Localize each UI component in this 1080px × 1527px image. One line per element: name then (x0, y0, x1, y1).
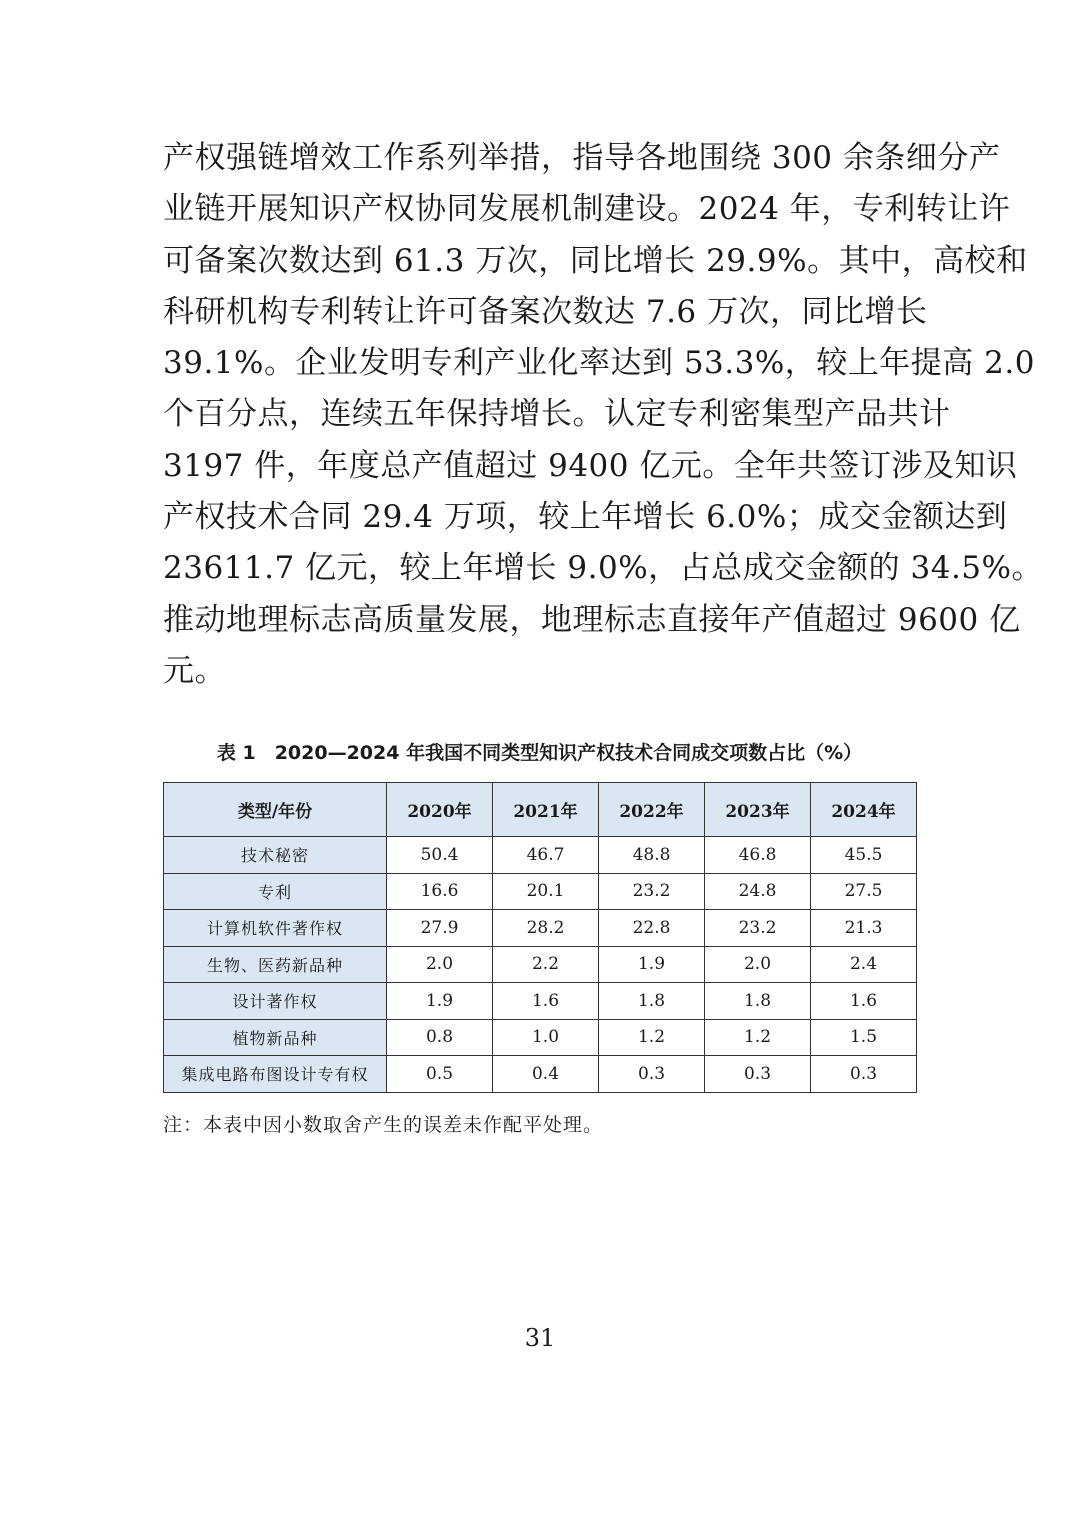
paragraph-line: 元。 (163, 652, 226, 689)
paragraph-line: 业链开展知识产权协同发展机制建设。2024 年，专利转让许 (163, 191, 1011, 228)
table-header-row (164, 783, 917, 837)
row-type-cell: 集成电路布图设计专有权 (164, 1056, 387, 1093)
header-cell-year: 2023年 (705, 783, 811, 837)
value-cell: 27.5 (811, 873, 917, 910)
value-cell: 0.5 (387, 1056, 493, 1093)
value-cell: 48.8 (599, 837, 705, 874)
value-cell: 1.6 (811, 983, 917, 1020)
value-cell: 45.5 (811, 837, 917, 874)
body-paragraph (163, 133, 1043, 697)
paragraph-line: 可备案次数达到 61.3 万次，同比增长 29.9%。其中，高校和 (163, 242, 1028, 279)
value-cell: 24.8 (705, 873, 811, 910)
value-cell: 0.3 (811, 1056, 917, 1093)
value-cell: 1.2 (705, 1019, 811, 1056)
table-caption: 表 1 2020—2024 年我国不同类型知识产权技术合同成交项数占比（%） (216, 742, 863, 764)
table-row (164, 946, 917, 983)
value-cell: 20.1 (493, 873, 599, 910)
value-cell: 0.4 (493, 1056, 599, 1093)
paragraph-line: 产权强链增效工作系列举措，指导各地围绕 300 余条细分产 (163, 140, 1001, 176)
paragraph-line: 23611.7 亿元，较上年增长 9.0%，占总成交金额的 34.5%。 (163, 550, 1043, 587)
header-cell-year: 2022年 (599, 783, 705, 837)
header-cell-year: 2024年 (811, 783, 917, 837)
value-cell: 0.8 (387, 1019, 493, 1056)
header-cell-year: 2020年 (387, 783, 493, 837)
row-type-cell: 设计著作权 (164, 983, 387, 1020)
header-cell-year: 2021年 (493, 783, 599, 837)
value-cell: 22.8 (599, 910, 705, 947)
value-cell: 1.8 (705, 983, 811, 1020)
table-row (164, 1019, 917, 1056)
value-cell: 2.4 (811, 946, 917, 983)
row-type-cell: 技术秘密 (164, 837, 387, 874)
value-cell: 2.0 (705, 946, 811, 983)
table-row (164, 1056, 917, 1093)
table-row (164, 873, 917, 910)
row-type-cell: 植物新品种 (164, 1019, 387, 1056)
row-type-cell: 计算机软件著作权 (164, 910, 387, 947)
table-row (164, 910, 917, 947)
value-cell: 2.2 (493, 946, 599, 983)
paragraph-line: 推动地理标志高质量发展，地理标志直接年产值超过 9600 亿 (163, 601, 1021, 638)
value-cell: 23.2 (705, 910, 811, 947)
header-cell-type: 类型/年份 (164, 783, 387, 837)
value-cell: 1.9 (599, 946, 705, 983)
value-cell: 1.2 (599, 1019, 705, 1056)
value-cell: 1.9 (387, 983, 493, 1020)
data-table (163, 782, 917, 1093)
table-row (164, 983, 917, 1020)
value-cell: 21.3 (811, 910, 917, 947)
value-cell: 46.7 (493, 837, 599, 874)
value-cell: 1.0 (493, 1019, 599, 1056)
value-cell: 1.6 (493, 983, 599, 1020)
value-cell: 23.2 (599, 873, 705, 910)
paragraph-line: 产权技术合同 29.4 万项，较上年增长 6.0%；成交金额达到 (163, 499, 1008, 536)
value-cell: 1.8 (599, 983, 705, 1020)
paragraph-line: 科研机构专利转让许可备案次数达 7.6 万次，同比增长 (163, 293, 928, 330)
value-cell: 0.3 (705, 1056, 811, 1093)
table-row (164, 837, 917, 874)
value-cell: 50.4 (387, 837, 493, 874)
value-cell: 28.2 (493, 910, 599, 947)
paragraph-line: 个百分点，连续五年保持增长。认定专利密集型产品共计 (163, 396, 951, 433)
paragraph-line: 39.1%。企业发明专利产业化率达到 53.3%，较上年提高 2.0 (163, 345, 1035, 382)
paragraph-line: 3197 件，年度总产值超过 9400 亿元。全年共签订涉及知识 (163, 447, 1018, 484)
page-number: 31 (524, 1324, 556, 1352)
value-cell: 1.5 (811, 1019, 917, 1056)
value-cell: 46.8 (705, 837, 811, 874)
row-type-cell: 生物、医药新品种 (164, 946, 387, 983)
value-cell: 2.0 (387, 946, 493, 983)
value-cell: 16.6 (387, 873, 493, 910)
value-cell: 27.9 (387, 910, 493, 947)
row-type-cell: 专利 (164, 873, 387, 910)
table-note: 注：本表中因小数取舍产生的误差未作配平处理。 (163, 1114, 604, 1136)
value-cell: 0.3 (599, 1056, 705, 1093)
